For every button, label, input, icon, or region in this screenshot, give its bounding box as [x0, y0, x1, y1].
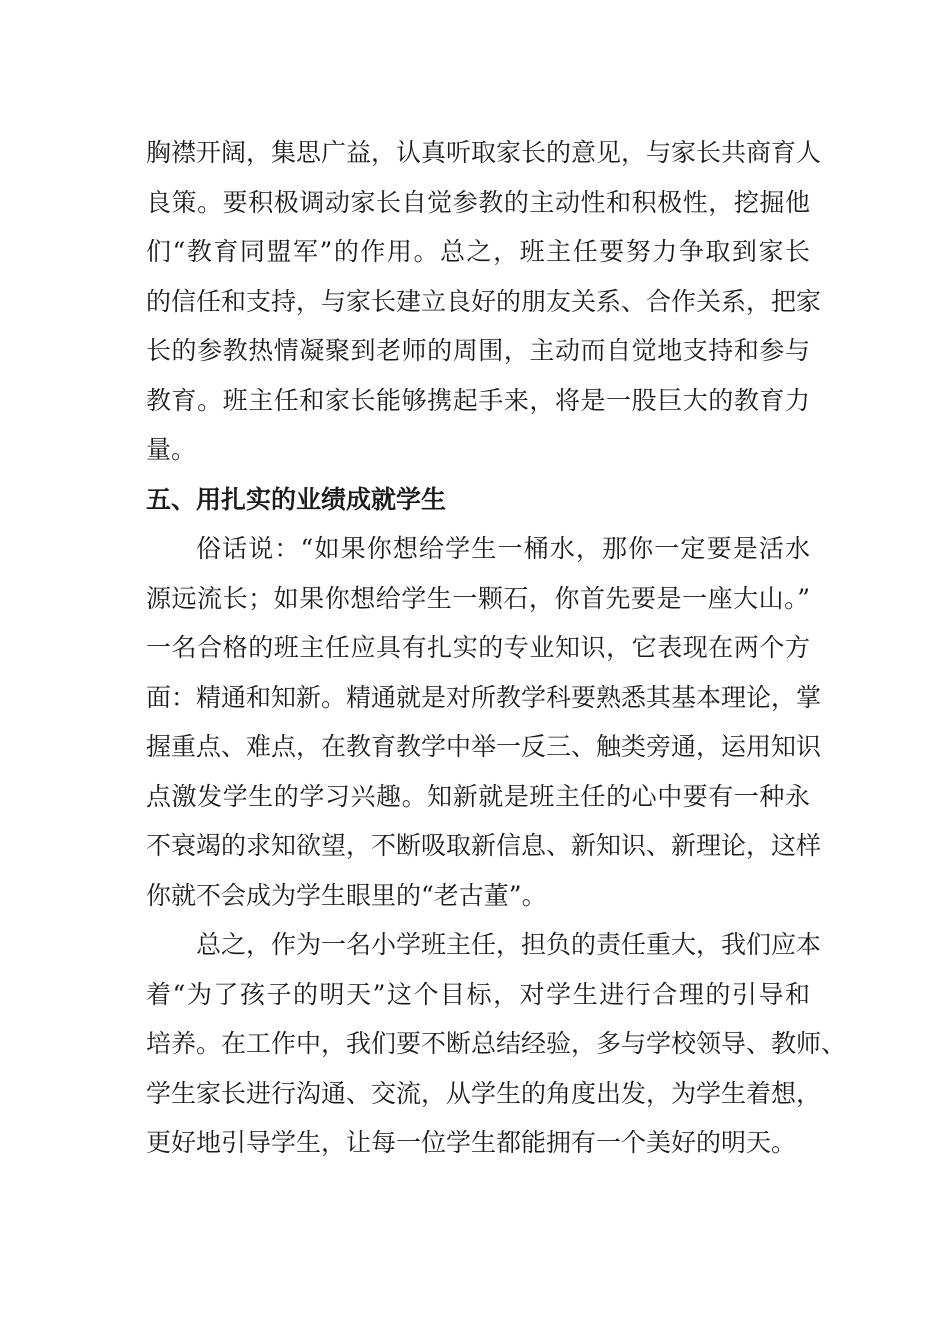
text-line: 们“教育同盟军”的作用。总之，班主任要努力争取到家长: [146, 237, 810, 266]
text-line: 胸襟开阔，集思广益，认真听取家长的意见，与家长共商育人: [146, 138, 822, 167]
text-line: 俗话说：“如果你想给学生一桶水，那你一定要是活水: [196, 534, 810, 563]
text-line: 总之，作为一名小学班主任，担负的责任重大，我们应本: [196, 930, 822, 959]
paragraph: [146, 128, 822, 475]
text-line: 学生家长进行沟通、交流，从学生的角度出发，为学生着想，: [146, 1078, 822, 1108]
text-line: 长的参教热情凝聚到老师的周围，主动而自觉地支持和参与: [146, 336, 810, 365]
text-line: 源远流长；如果你想给学生一颗石，你首先要是一座大山。”: [146, 583, 810, 613]
text-line: 你就不会成为学生眼里的“老古董”。: [146, 880, 547, 910]
text-line: 良策。要积极调动家长自觉参教的主动性和积极性，挖掘他: [146, 187, 810, 217]
text-line: 更好地引导学生，让每一位学生都能拥有一个美好的明天。: [146, 1128, 797, 1157]
document-body: [146, 128, 847, 1168]
text-line: 的信任和支持，与家长建立良好的朋友关系、合作关系，把家: [146, 286, 822, 316]
section-heading: 五、用扎实的业绩成就学生: [146, 484, 447, 514]
text-line: 培养。在工作中，我们要不断总结经验，多与学校领导、教师、: [146, 1029, 847, 1058]
text-line: 不衰竭的求知欲望，不断吸取新信息、新知识、新理论，这样: [146, 831, 822, 860]
text-line: 一名合格的班主任应具有扎实的专业知识，它表现在两个方: [146, 633, 810, 662]
text-line: 点激发学生的学习兴趣。知新就是班主任的心中要有一种永: [146, 781, 810, 811]
text-line: 教育。班主任和家长能够携起手来，将是一股巨大的教育力: [146, 385, 810, 415]
paragraph: [146, 920, 847, 1168]
text-line: 量。: [146, 435, 197, 464]
text-line: 握重点、难点，在教育教学中举一反三、触类旁通，运用知识: [146, 732, 822, 761]
text-line: 着“为了孩子的明天”这个目标，对学生进行合理的引导和: [146, 979, 810, 1009]
text-line: 面：精通和知新。精通就是对所教学科要熟悉其基本理论，掌: [146, 682, 822, 712]
paragraph: [146, 524, 822, 920]
